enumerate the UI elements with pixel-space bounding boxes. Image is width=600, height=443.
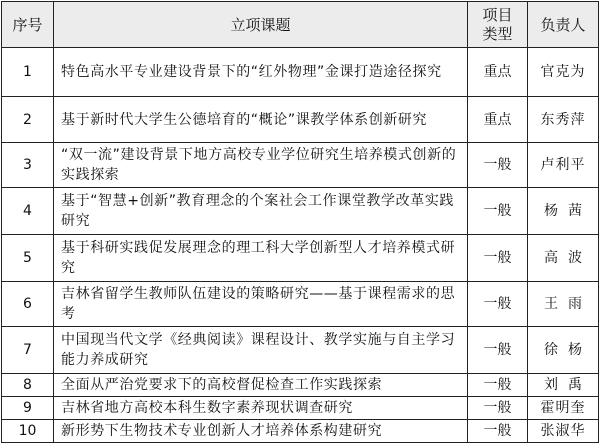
row-owner: 杨茜 bbox=[528, 188, 599, 235]
row-topic: 特色高水平专业建设背景下的“红外物理”金课打造途径探究 bbox=[54, 48, 468, 97]
table-row bbox=[2, 143, 599, 188]
table-row bbox=[2, 420, 599, 443]
row-owner: 东秀萍 bbox=[528, 97, 599, 143]
row-topic: 吉林省留学生教师队伍建设的策略研究——基于课程需求的思考 bbox=[54, 282, 468, 327]
table-row bbox=[2, 374, 599, 397]
row-type: 一般 bbox=[468, 143, 528, 188]
table-row bbox=[2, 97, 599, 143]
row-topic: 基于“智慧+创新”教育理念的个案社会工作课堂教学改革实践研究 bbox=[54, 188, 468, 235]
row-type: 重点 bbox=[468, 97, 528, 143]
row-index: 9 bbox=[2, 397, 54, 420]
project-table bbox=[1, 1, 599, 443]
row-topic: 中国现当代文学《经典阅读》课程设计、教学实施与自主学习能力养成研究 bbox=[54, 327, 468, 374]
row-type: 一般 bbox=[468, 397, 528, 420]
header-row bbox=[2, 2, 599, 48]
table-row bbox=[2, 397, 599, 420]
row-owner: 官克为 bbox=[528, 48, 599, 97]
row-index: 2 bbox=[2, 97, 54, 143]
header-topic: 立项课题 bbox=[54, 2, 468, 48]
row-owner: 刘禹 bbox=[528, 374, 599, 397]
table-row bbox=[2, 282, 599, 327]
row-type: 一般 bbox=[468, 188, 528, 235]
table-row bbox=[2, 188, 599, 235]
row-index: 3 bbox=[2, 143, 54, 188]
row-owner: 王雨 bbox=[528, 282, 599, 327]
table-row bbox=[2, 48, 599, 97]
table-row bbox=[2, 235, 599, 282]
row-owner: 徐杨 bbox=[528, 327, 599, 374]
row-topic: 全面从严治党要求下的高校督促检查工作实践探索 bbox=[54, 374, 468, 397]
header-index: 序号 bbox=[2, 2, 54, 48]
header-type: 项目类型 bbox=[468, 2, 528, 48]
row-topic: 基于科研实践促发展理念的理工科大学创新型人才培养模式研究 bbox=[54, 235, 468, 282]
row-owner: 卢利平 bbox=[528, 143, 599, 188]
row-index: 10 bbox=[2, 420, 54, 443]
row-type: 一般 bbox=[468, 327, 528, 374]
row-type: 一般 bbox=[468, 282, 528, 327]
row-index: 1 bbox=[2, 48, 54, 97]
row-topic: “双一流”建设背景下地方高校专业学位研究生培养模式创新的实践探索 bbox=[54, 143, 468, 188]
row-type: 一般 bbox=[468, 235, 528, 282]
row-type: 重点 bbox=[468, 48, 528, 97]
row-topic: 基于新时代大学生公德培育的“概论”课教学体系创新研究 bbox=[54, 97, 468, 143]
row-index: 5 bbox=[2, 235, 54, 282]
row-topic: 吉林省地方高校本科生数字素养现状调查研究 bbox=[54, 397, 468, 420]
row-type: 一般 bbox=[468, 420, 528, 443]
row-type: 一般 bbox=[468, 374, 528, 397]
row-owner: 张淑华 bbox=[528, 420, 599, 443]
row-index: 8 bbox=[2, 374, 54, 397]
row-index: 6 bbox=[2, 282, 54, 327]
row-index: 4 bbox=[2, 188, 54, 235]
table-row bbox=[2, 327, 599, 374]
row-index: 7 bbox=[2, 327, 54, 374]
row-owner: 高波 bbox=[528, 235, 599, 282]
header-owner: 负责人 bbox=[528, 2, 599, 48]
row-owner: 霍明奎 bbox=[528, 397, 599, 420]
row-topic: 新形势下生物技术专业创新人才培养体系构建研究 bbox=[54, 420, 468, 443]
